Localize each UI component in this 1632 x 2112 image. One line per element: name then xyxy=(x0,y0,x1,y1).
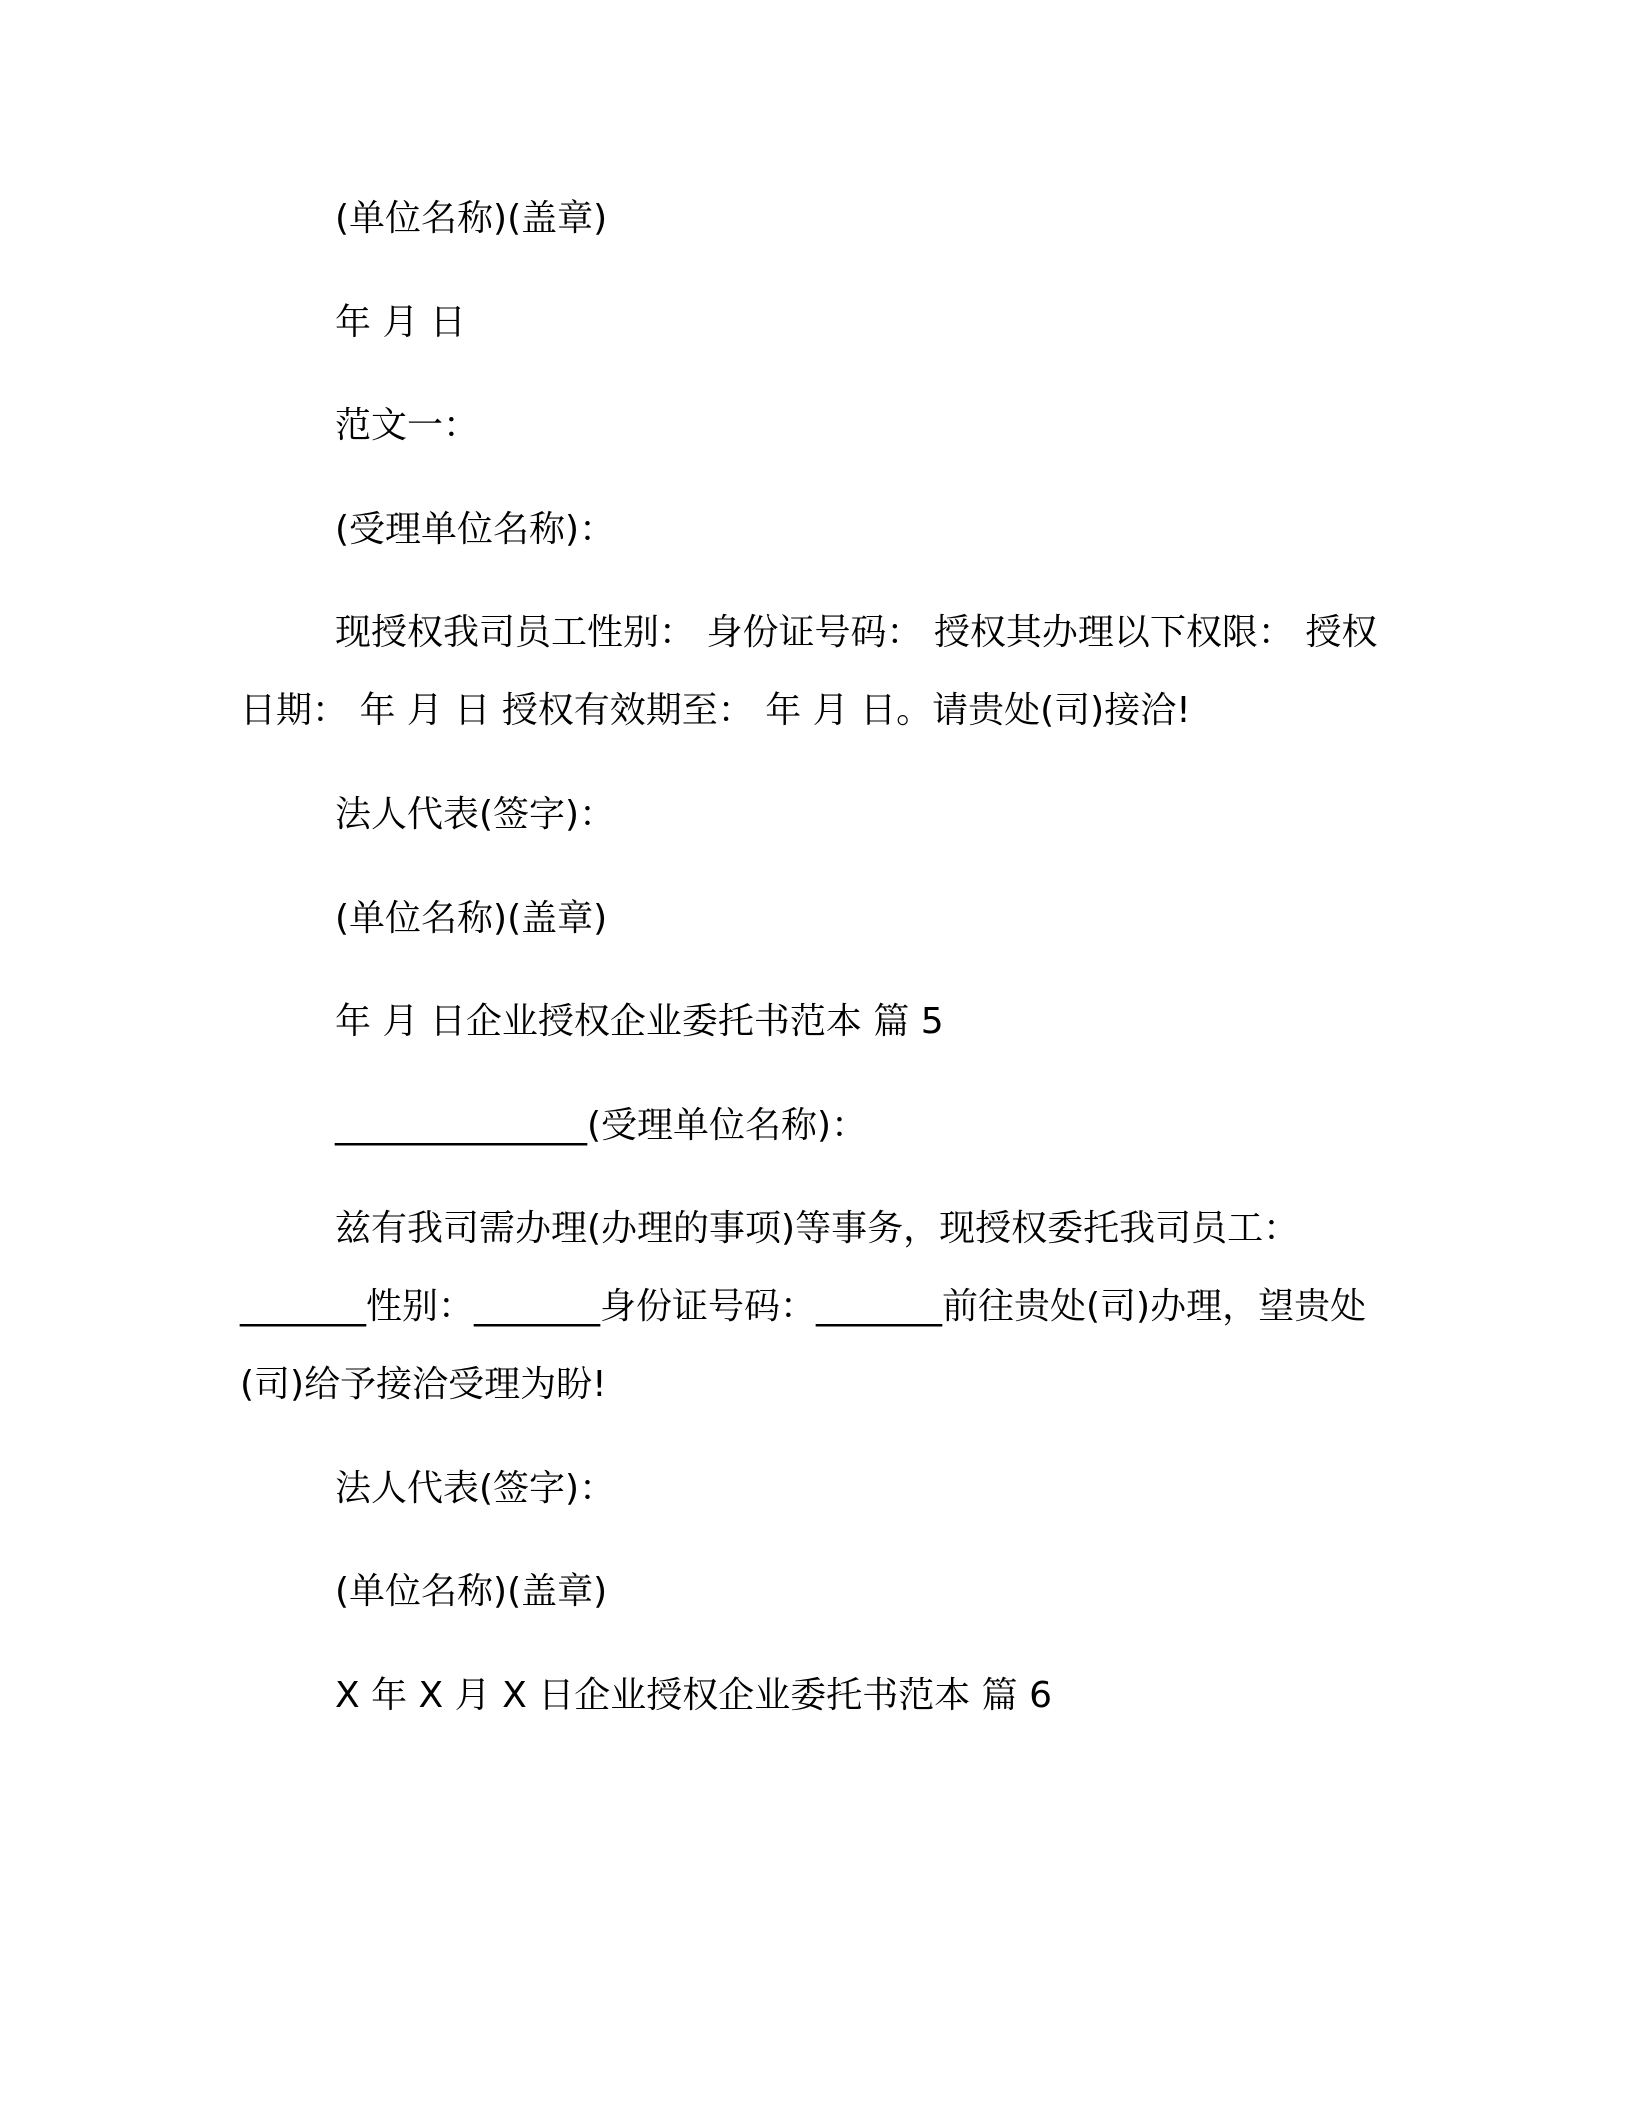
unit-name-seal-line: (单位名称)(盖章) xyxy=(335,898,608,939)
sample-heading: 范文一： xyxy=(335,405,480,446)
date-line: 年 月 日 xyxy=(335,302,466,343)
unit-name-seal-line: (单位名称)(盖章) xyxy=(335,1571,608,1612)
unit-name-seal-line: (单位名称)(盖章) xyxy=(335,198,608,239)
section-heading: X 年 X 月 X 日企业授权企业委托书范本 篇 6 xyxy=(335,1675,1052,1716)
recipient-line: ______________(受理单位名称)： xyxy=(335,1105,868,1146)
authorization-intro-line: 兹有我司需办理(办理的事项)等事务，现授权委托我司员工： xyxy=(335,1208,1300,1249)
section-heading: 年 月 日企业授权企业委托书范本 篇 5 xyxy=(335,1001,944,1042)
legal-representative-signature-line: 法人代表(签字)： xyxy=(335,794,616,835)
authorization-paragraph: 现授权我司员工性别： 身份证号码： 授权其办理以下权限： 授权日期： 年 月 日 授权有效期至： 年 月 日。请贵处(司)接洽! xyxy=(240,612,1378,731)
authorization-details-paragraph: _______性别：_______身份证号码：_______前往贵处(司)办理，望贵处(司)给予接洽受理为盼! xyxy=(240,1286,1367,1405)
legal-representative-signature-line: 法人代表(签字)： xyxy=(335,1468,616,1509)
recipient-line: (受理单位名称)： xyxy=(335,509,616,550)
